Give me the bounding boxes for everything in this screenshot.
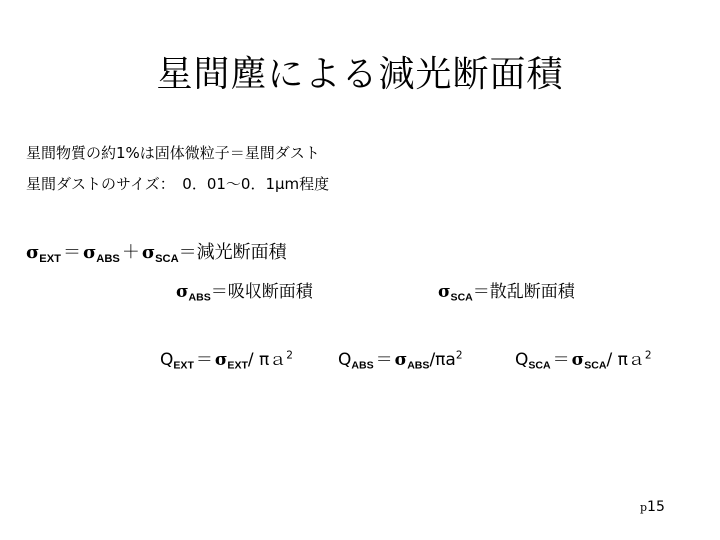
q-abs-formula <box>338 345 463 372</box>
page-number-value: 15 <box>647 499 665 515</box>
subscript-abs: ABS <box>188 291 211 304</box>
q-symbol: Q <box>515 350 529 370</box>
division-slash: / <box>247 350 254 370</box>
subscript-sca: SCA <box>584 359 607 372</box>
q-ext-formula <box>160 345 293 372</box>
page-prefix: p <box>640 501 648 514</box>
intro-line-2: 星間ダストのサイズ： 0．01～0．1μm程度 <box>26 175 330 193</box>
pi-symbol: π <box>617 350 628 370</box>
sigma-symbol: σ <box>176 282 189 302</box>
intro-line-1: 星間物質の約1%は固体微粒子＝星間ダスト <box>26 144 320 162</box>
radius-a: a <box>445 350 456 370</box>
radius-a: ａ <box>627 350 645 370</box>
absorption-label: ＝吸収断面積 <box>210 282 313 302</box>
subscript-abs: ABS <box>96 252 120 265</box>
sigma-symbol: σ <box>571 350 585 370</box>
q-sca-formula <box>515 345 652 372</box>
subscript-ext: EXT <box>227 359 248 372</box>
q-symbol: Q <box>338 350 352 370</box>
subscript-abs: ABS <box>407 359 430 372</box>
sigma-symbol: σ <box>26 242 40 263</box>
equals-sign: ＝ <box>195 350 213 370</box>
sigma-symbol: σ <box>438 282 451 302</box>
scattering-label: ＝散乱断面積 <box>472 282 575 302</box>
sigma-symbol: σ <box>394 350 408 370</box>
q-symbol: Q <box>160 350 174 370</box>
pi-symbol: π <box>435 350 446 370</box>
sigma-symbol: σ <box>141 242 156 263</box>
sigma-symbol: σ <box>82 242 97 263</box>
exponent: 2 <box>644 349 652 362</box>
division-slash: / <box>429 350 436 370</box>
page-number <box>640 499 665 515</box>
subscript-sca: SCA <box>155 252 179 265</box>
exponent: 2 <box>286 349 293 362</box>
exponent: 2 <box>455 349 463 362</box>
sigma-symbol: σ <box>214 350 228 370</box>
subscript-ext: EXT <box>39 252 61 265</box>
pi-symbol: π <box>259 350 270 370</box>
extinction-equation <box>26 238 287 265</box>
slide-title: 星間塵による減光断面積 <box>156 54 564 95</box>
subscript-sca: SCA <box>450 291 473 304</box>
absorption-equation <box>176 277 313 304</box>
subscript-abs: ABS <box>351 359 374 372</box>
equals-sign: ＝ <box>375 350 393 370</box>
subscript-ext: EXT <box>173 359 194 372</box>
scattering-equation <box>438 277 575 304</box>
radius-a: ａ <box>269 350 287 370</box>
subscript-sca: SCA <box>528 359 551 372</box>
extinction-label: ＝減光断面積 <box>178 242 287 263</box>
plus-sign: ＋ <box>121 242 140 263</box>
division-slash: / <box>606 350 613 370</box>
equals-sign: ＝ <box>552 350 570 370</box>
equals-sign: ＝ <box>62 242 81 263</box>
